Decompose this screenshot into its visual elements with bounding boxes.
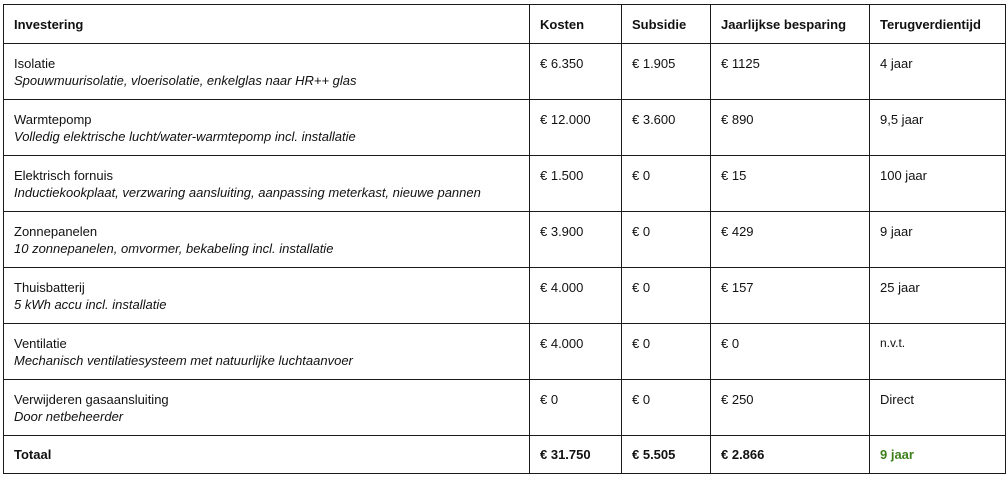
terugverdientijd-cell: 9 jaar: [870, 212, 1006, 268]
subsidie-cell: € 0: [622, 268, 711, 324]
terugverdientijd-cell: 4 jaar: [870, 44, 1006, 100]
subsidie-cell: € 0: [622, 156, 711, 212]
kosten-cell: € 0: [530, 380, 622, 436]
investment-description: Inductiekookplaat, verzwaring aansluiting, aanpassing meterkast, nieuwe pannen: [14, 185, 481, 200]
total-terugverdientijd: 9 jaar: [870, 436, 1006, 474]
kosten-cell: € 1.500: [530, 156, 622, 212]
investment-cell: [4, 156, 530, 212]
terugverdientijd-cell: 9,5 jaar: [870, 100, 1006, 156]
total-label: Totaal: [4, 436, 530, 474]
investment-table: [3, 4, 1006, 474]
besparing-cell: € 1125: [711, 44, 870, 100]
investment-cell: [4, 100, 530, 156]
terugverdientijd-cell: n.v.t.: [870, 324, 1006, 380]
investment-description: Mechanisch ventilatiesysteem met natuurlijke luchtaanvoer: [14, 353, 353, 368]
investment-cell: [4, 324, 530, 380]
investment-cell: [4, 44, 530, 100]
total-subsidie: € 5.505: [622, 436, 711, 474]
investment-description: 5 kWh accu incl. installatie: [14, 297, 167, 312]
investment-title: Thuisbatterij: [14, 280, 85, 295]
table-row: [4, 44, 1006, 100]
table-row: [4, 380, 1006, 436]
kosten-cell: € 4.000: [530, 268, 622, 324]
terugverdientijd-cell: 25 jaar: [870, 268, 1006, 324]
terugverdientijd-cell: 100 jaar: [870, 156, 1006, 212]
table-row: [4, 100, 1006, 156]
total-row: [4, 436, 1006, 474]
subsidie-cell: € 0: [622, 212, 711, 268]
investment-title: Verwijderen gasaansluiting: [14, 392, 169, 407]
subsidie-cell: € 0: [622, 324, 711, 380]
besparing-cell: € 429: [711, 212, 870, 268]
investment-title: Zonnepanelen: [14, 224, 98, 239]
subsidie-cell: € 1.905: [622, 44, 711, 100]
kosten-cell: € 6.350: [530, 44, 622, 100]
besparing-cell: € 250: [711, 380, 870, 436]
terugverdientijd-cell: Direct: [870, 380, 1006, 436]
besparing-cell: € 890: [711, 100, 870, 156]
header-subsidie: Subsidie: [622, 5, 711, 44]
table-row: [4, 212, 1006, 268]
header-investering: Investering: [4, 5, 530, 44]
total-besparing: € 2.866: [711, 436, 870, 474]
subsidie-cell: € 0: [622, 380, 711, 436]
besparing-cell: € 15: [711, 156, 870, 212]
table-row: [4, 268, 1006, 324]
investment-description: Spouwmuurisolatie, vloerisolatie, enkelglas naar HR++ glas: [14, 73, 357, 88]
investment-cell: [4, 212, 530, 268]
investment-title: Ventilatie: [14, 336, 67, 351]
total-kosten: € 31.750: [530, 436, 622, 474]
investment-description: Door netbeheerder: [14, 409, 124, 424]
investment-cell: [4, 380, 530, 436]
kosten-cell: € 3.900: [530, 212, 622, 268]
header-jaarlijkse-besparing: Jaarlijkse besparing: [711, 5, 870, 44]
header-row: [4, 5, 1006, 44]
investment-title: Isolatie: [14, 56, 56, 71]
investment-description: 10 zonnepanelen, omvormer, bekabeling incl. installatie: [14, 241, 334, 256]
investment-title: Elektrisch fornuis: [14, 168, 113, 183]
besparing-cell: € 157: [711, 268, 870, 324]
header-kosten: Kosten: [530, 5, 622, 44]
kosten-cell: € 4.000: [530, 324, 622, 380]
investment-title: Warmtepomp: [14, 112, 92, 127]
investment-description: Volledig elektrische lucht/water-warmtepomp incl. installatie: [14, 129, 356, 144]
kosten-cell: € 12.000: [530, 100, 622, 156]
investment-cell: [4, 268, 530, 324]
header-terugverdientijd: Terugverdientijd: [870, 5, 1006, 44]
subsidie-cell: € 3.600: [622, 100, 711, 156]
besparing-cell: € 0: [711, 324, 870, 380]
table-row: [4, 156, 1006, 212]
table-row: [4, 324, 1006, 380]
